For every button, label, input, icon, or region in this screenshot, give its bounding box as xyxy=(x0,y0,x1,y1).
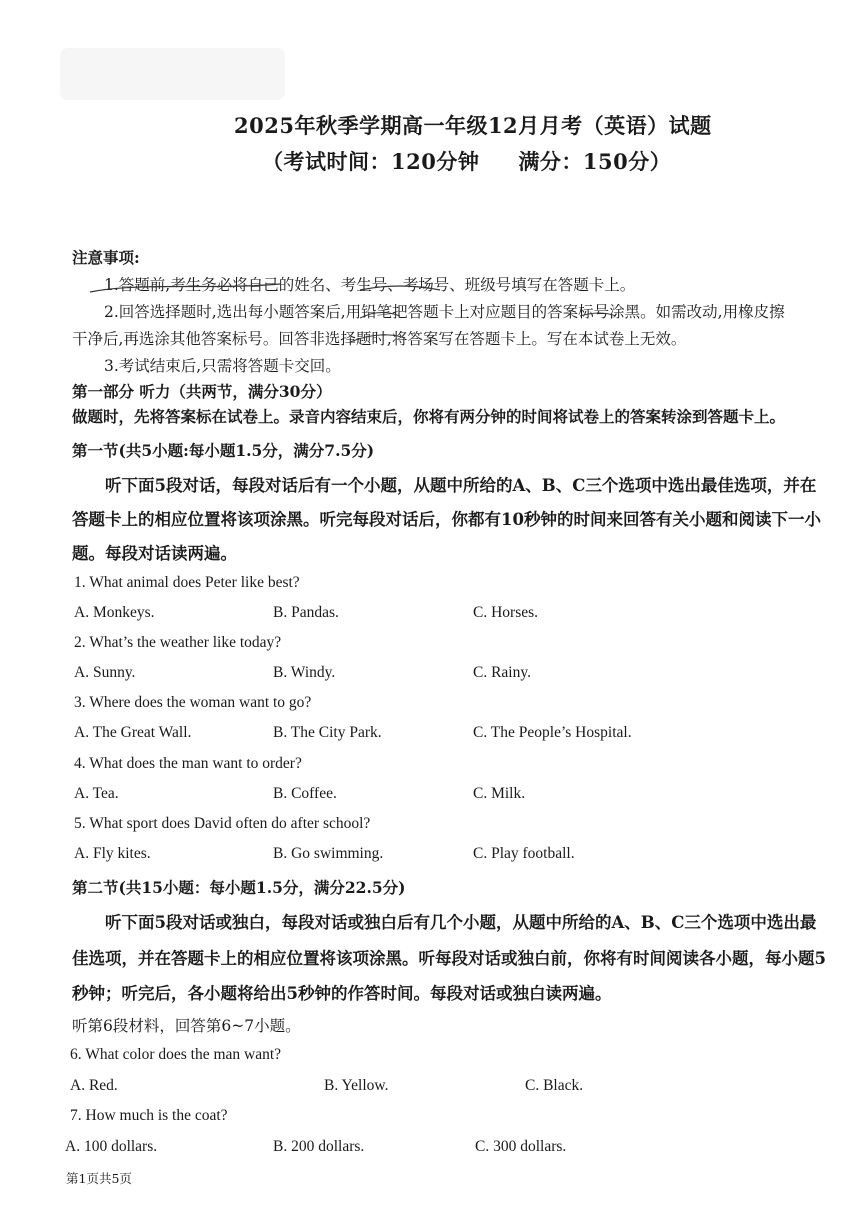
q3-option-c: C. The People’s Hospital. xyxy=(473,724,632,741)
q5-option-c: C. Play football. xyxy=(473,845,575,862)
question-4: 4. What does the man want to order? xyxy=(74,755,302,772)
notice-item-3: 3.考试结束后,只需将答题卡交回。 xyxy=(104,357,341,375)
section1-directions-line1: 听下面5段对话，每段对话后有一个小题，从题中所给的A、B、C三个选项中选出最佳选项，并在 xyxy=(105,476,817,495)
question-7: 7. How much is the coat? xyxy=(70,1107,228,1124)
q5-option-b: B. Go swimming. xyxy=(273,845,384,862)
page-number: 第1页共5页 xyxy=(66,1171,132,1186)
q3-option-b: B. The City Park. xyxy=(273,724,382,741)
question-5: 5. What sport does David often do after school? xyxy=(74,815,371,832)
section2-directions-line2: 佳选项，并在答题卡上的相应位置将该项涂黑。听每段对话或独白前，你将有时间阅读各小题，每小题5 xyxy=(72,949,826,968)
q6-option-b: B. Yellow. xyxy=(324,1077,389,1094)
q3-option-a: A. The Great Wall. xyxy=(74,724,192,741)
q4-option-b: B. Coffee. xyxy=(273,785,337,802)
q7-option-a: A. 100 dollars. xyxy=(65,1138,158,1155)
q4-option-c: C. Milk. xyxy=(473,785,526,802)
notice-item-2: 2.回答选择题时,选出每小题答案后,用铅笔把答题卡上对应题目的答案标号涂黑。如需改动,用橡皮擦 xyxy=(104,303,785,321)
q1-option-b: B. Pandas. xyxy=(273,604,339,621)
section1-directions-line2: 答题卡上的相应位置将该项涂黑。听完每段对话后，你都有10秒钟的时间来回答有关小题和阅读下一小 xyxy=(72,510,821,529)
q7-option-c: C. 300 dollars. xyxy=(475,1138,567,1155)
q2-option-c: C. Rainy. xyxy=(473,664,531,681)
notice-item-2-cont: 干净后,再选涂其他答案标号。回答非选择题时,将答案写在答题卡上。写在本试卷上无效。 xyxy=(72,330,687,348)
question-3: 3. Where does the woman want to go? xyxy=(74,694,312,711)
section2-directions-line1: 听下面5段对话或独白，每段对话或独白后有几个小题，从题中所给的A、B、C三个选项中选出最 xyxy=(105,913,817,932)
notice-item-1: 1.答题前,考生务必将自己的姓名、考生号、考场号、班级号填写在答题卡上。 xyxy=(104,276,636,294)
part1-heading: 第一部分 听力（共两节，满分30分） xyxy=(72,382,332,401)
question-6: 6. What color does the man want? xyxy=(70,1046,282,1063)
q4-option-a: A. Tea. xyxy=(74,785,119,802)
section1-directions-line3: 题。每段对话读两遍。 xyxy=(72,544,237,563)
notice-heading: 注意事项: xyxy=(72,248,140,267)
pen-scribble-marks xyxy=(60,270,620,350)
q1-option-c: C. Horses. xyxy=(473,604,539,621)
section1-heading: 第一节(共5小题:每小题1.5分，满分7.5分) xyxy=(72,441,375,460)
material-note: 听第6段材料，回答第6~7小题。 xyxy=(72,1017,301,1035)
q6-option-c: C. Black. xyxy=(525,1077,584,1094)
part1-instruction: 做题时，先将答案标在试卷上。录音内容结束后，你将有两分钟的时间将试卷上的答案转涂到答题卡上。 xyxy=(72,407,786,426)
exam-title: 2025年秋季学期高一年级12月月考（英语）试题 xyxy=(234,113,712,138)
q5-option-a: A. Fly kites. xyxy=(74,845,151,862)
q7-option-b: B. 200 dollars. xyxy=(273,1138,365,1155)
q6-option-a: A. Red. xyxy=(70,1077,118,1094)
scan-smudge xyxy=(60,48,285,100)
exam-subtitle: （考试时间：120分钟 满分：150分） xyxy=(262,149,672,174)
q2-option-a: A. Sunny. xyxy=(74,664,136,681)
q2-option-b: B. Windy. xyxy=(273,664,336,681)
section2-directions-line3: 秒钟；听完后，各小题将给出5秒钟的作答时间。每段对话或独白读两遍。 xyxy=(72,984,612,1003)
q1-option-a: A. Monkeys. xyxy=(74,604,155,621)
section2-heading: 第二节(共15小题：每小题1.5分，满分22.5分) xyxy=(72,878,406,897)
question-2: 2. What’s the weather like today? xyxy=(74,634,282,651)
question-1: 1. What animal does Peter like best? xyxy=(74,574,300,591)
